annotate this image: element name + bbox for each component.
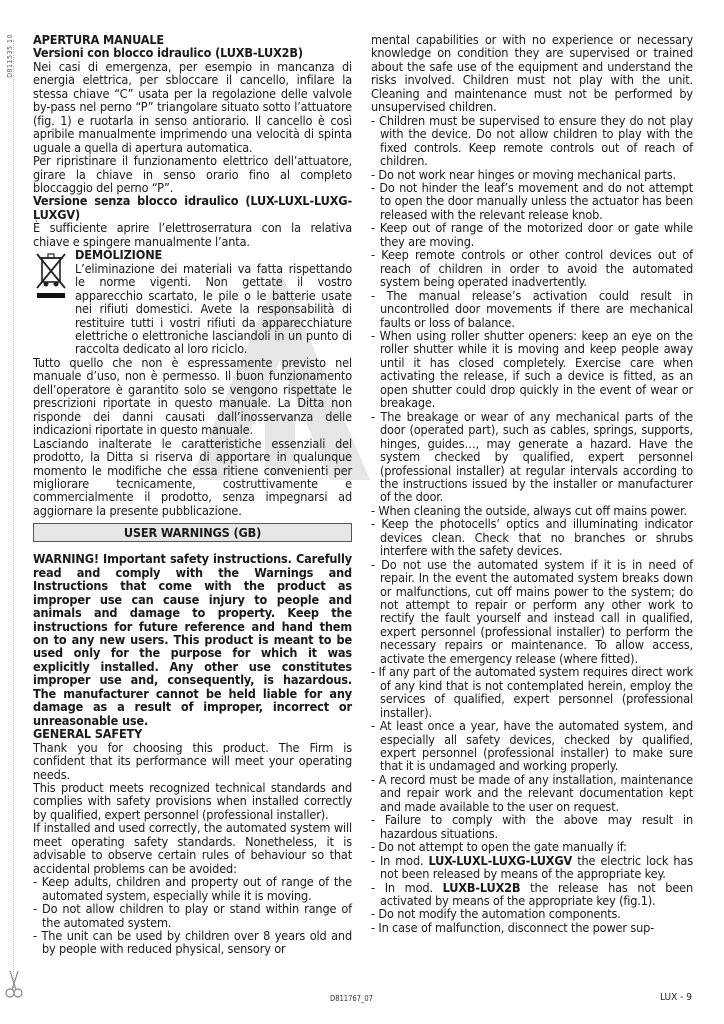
list-item: - Do not hinder the leaf’s movement and do not attempt to open the door manually unless the actuator has been released with the relevant release knob. [371, 179, 693, 222]
paragraph: Per ripristinare il funzionamento elettrico dell’attuatore, girare la chiave in senso orario fino al completo bloccaggio del perno “P”. [33, 153, 352, 195]
list-item: - Failure to comply with the above may result in hazardous situations. [371, 812, 693, 841]
paragraph: Thank you for choosing this product. The Firm is confident that its performance will meet your operating needs. [33, 739, 352, 782]
paragraph: Lasciando inalterate le caratteristiche essenziali del prodotto, la Ditta si riserva di apportare in qualunque momento le modifiche che essa ritiene convenienti per migliorare tecnicamente, costruttivamente e commercialmente il prodotto, senza impegnarsi ad aggiornare la presente pubblicazione. [33, 435, 352, 518]
list-item-model-lux [371, 854, 693, 881]
paragraph: If installed and used correctly, the automated system will meet operating safety standards. Nonetheless, it is advisable to observe certain rules of behaviour so that accidental problems can be avoided: [33, 820, 352, 876]
list-item: - Keep remote controls or other control devices out of reach of children in order to avoid the automated system being operated inadvertently. [371, 247, 693, 290]
list-item: - In case of malfunction, disconnect the power sup- [371, 919, 655, 935]
list-item: - When using roller shutter openers: keep an eye on the roller shutter while it is moving and keep people away until it has closed completely. Exercise care when activating the release, if such a device is fitted, as an open shutter could drop quickly in the event of wear or breakage. [371, 327, 693, 411]
hydraulic-version-subtitle: Versioni con blocco idraulico (LUXB-LUX2B) [33, 45, 303, 61]
paragraph: Tutto quello che non è espressamente previsto nel manuale d’uso, non è permesso. Il buon funzionamento dell’operatore è garantito solo se vengono rispettate le prescrizioni riportate in questo manuale. La Ditta non risponde dei danni causati dall’inosservanza delle indicazioni riportate in questo manuale. [33, 354, 352, 438]
demolition-text: L’eliminazione dei materiali va fatta rispettando le norme vigenti. Non gettate il vostro apparecchio scartato, le pile o le batterie usate nei rifiuti domestici. Avete la responsabilità di restituire tutti i vostri rifiuti da apparecchiature elettriche o elettroniche lasciandoli in un punto di raccolta dedicato al loro riciclo. [75, 260, 352, 357]
scissors-icon [4, 968, 24, 1000]
footer-document-code: D811767_07 [330, 994, 373, 1003]
list-item: - Do not allow children to play or stand within range of the automated system. [33, 901, 352, 930]
side-document-code: D811535 10 [6, 34, 14, 78]
list-item: - When cleaning the outside, always cut off mains power. [371, 502, 687, 518]
list-item: - Keep out of range of the motorized door or gate while they are moving. [371, 220, 693, 249]
user-warnings-banner: USER WARNINGS (GB) [33, 523, 352, 542]
list-item-prefix: - In mod. [371, 852, 429, 868]
list-item: - Do not work near hinges or moving mechanical parts. [371, 166, 677, 182]
list-item: - The manual release’s activation could result in uncontrolled door movements if there are mechanical faults or loss of balance. [371, 287, 693, 330]
paragraph: È sufficiente aprire l’elettroserratura con la relativa chiave e spingere manualmente l’anta. [33, 220, 352, 249]
model-name: LUXB-LUX2B [442, 879, 521, 895]
cut-line [13, 40, 14, 990]
list-item-model-luxb [371, 881, 693, 908]
list-item: - The unit can be used by children over 8 years old and by people with reduced physical, sensory or [33, 928, 352, 957]
list-item: - A record must be made of any installation, maintenance and repair work and the relevant documentation kept and made available to the user on request. [371, 771, 693, 814]
demolition-section [33, 248, 352, 356]
paragraph: This product meets recognized technical standards and complies with safety provisions when installed correctly by qualified, expert personnel (professional installer). [33, 780, 352, 822]
list-item: - Keep the photocells’ optics and illuminating indicator devices clean. Check that no branches or shrubs interfere with the safety devices. [371, 516, 693, 559]
crossed-bin-icon [33, 250, 69, 300]
list-item: - Do not modify the automation components. [371, 906, 621, 922]
paragraph: Nei casi di emergenza, per esempio in mancanza di energia elettrica, per sbloccare il cancello, infilare la stessa chiave “C” usata per la regolazione delle valvole by-pass nel perno “P” triangolare situato sotto l’attuatore (fig. 1) e ruotarla in senso antiorario. Il cancello è così apribile manualmente imprimendo una velocità di spinta uguale a quella di apertura automatica. [33, 58, 352, 155]
list-item-text: the electric lock has not been released by means of the appropriate key. [380, 852, 693, 882]
list-item: - Do not attempt to open the gate manually if: [371, 839, 627, 855]
list-item-text: the release has not been activated by means of the appropriate key (fig.1). [380, 879, 693, 908]
list-item: - The breakage or wear of any mechanical parts of the door (operated part), such as cables, springs, supports, hinges, guides…, may generate a hazard. Have the system checked by qualified, expert personnel (professional installer) at regular intervals according to the instructions issued by the installer or manufacturer of the door. [371, 408, 693, 505]
list-item: - Children must be supervised to ensure they do not play with the device. Do not allow children to play with the fixed controls. Keep remote controls out of reach of children. [371, 112, 693, 169]
list-item: - If any part of the automated system requires direct work of any kind that is not contemplated herein, employ the services of qualified, expert personnel (professional installer). [371, 664, 693, 720]
paragraph: mental capabilities or with no experience or necessary knowledge on condition they are supervised or trained about the safe use of the equipment and understand the risks involved. Children must not play with the unit. Cleaning and maintenance must not be performed by unsupervised children. [371, 32, 693, 115]
manual-opening-title: APERTURA MANUALE [33, 32, 165, 47]
list-item: - At least once a year, have the automated system, and especially all safety devices, checked by qualified, expert personnel (professional installer) to make sure that it is undamaged and working properly. [371, 718, 693, 774]
left-column [33, 33, 352, 956]
general-safety-title: GENERAL SAFETY [33, 726, 143, 742]
list-item: - Keep adults, children and property out of range of the automated system, especially while it is moving. [33, 874, 352, 903]
warning-paragraph: WARNING! Important safety instructions. Carefully read and comply with the Warnings and Instructions that come with the product as improper use can cause injury to people and animals and damage to property. Keep the instructions for future reference and hand them on to any new users. This product is meant to be used only for the purpose for which it was explicitly installed. Any other use constitutes improper use and, consequently, is hazardous. The manufacturer cannot be held liable for any damage as a result of improper, incorrect or unreasonable use. [33, 551, 352, 728]
page-number: LUX - 9 [660, 992, 692, 1003]
demolition-title: DEMOLIZIONE [75, 247, 163, 263]
model-name: LUX-LUXL-LUXG-LUXGV [428, 852, 573, 868]
right-column [371, 33, 693, 934]
list-item-prefix: - In mod. [371, 879, 443, 895]
list-item: - Do not use the automated system if it is in need of repair. In the event the automated system breaks down or malfunctions, cut off mains power to the system; do not attempt to repair or perform any other work to rectify the fault yourself and instead call in qualified, expert personnel (professional installer) to perform the necessary repairs or maintenance. To allow access, activate the emergency release (where fitted). [371, 556, 693, 666]
non-hydraulic-version-subtitle: Versione senza blocco idraulico (LUX-LUXL-LUXG-LUXGV) [33, 193, 352, 222]
